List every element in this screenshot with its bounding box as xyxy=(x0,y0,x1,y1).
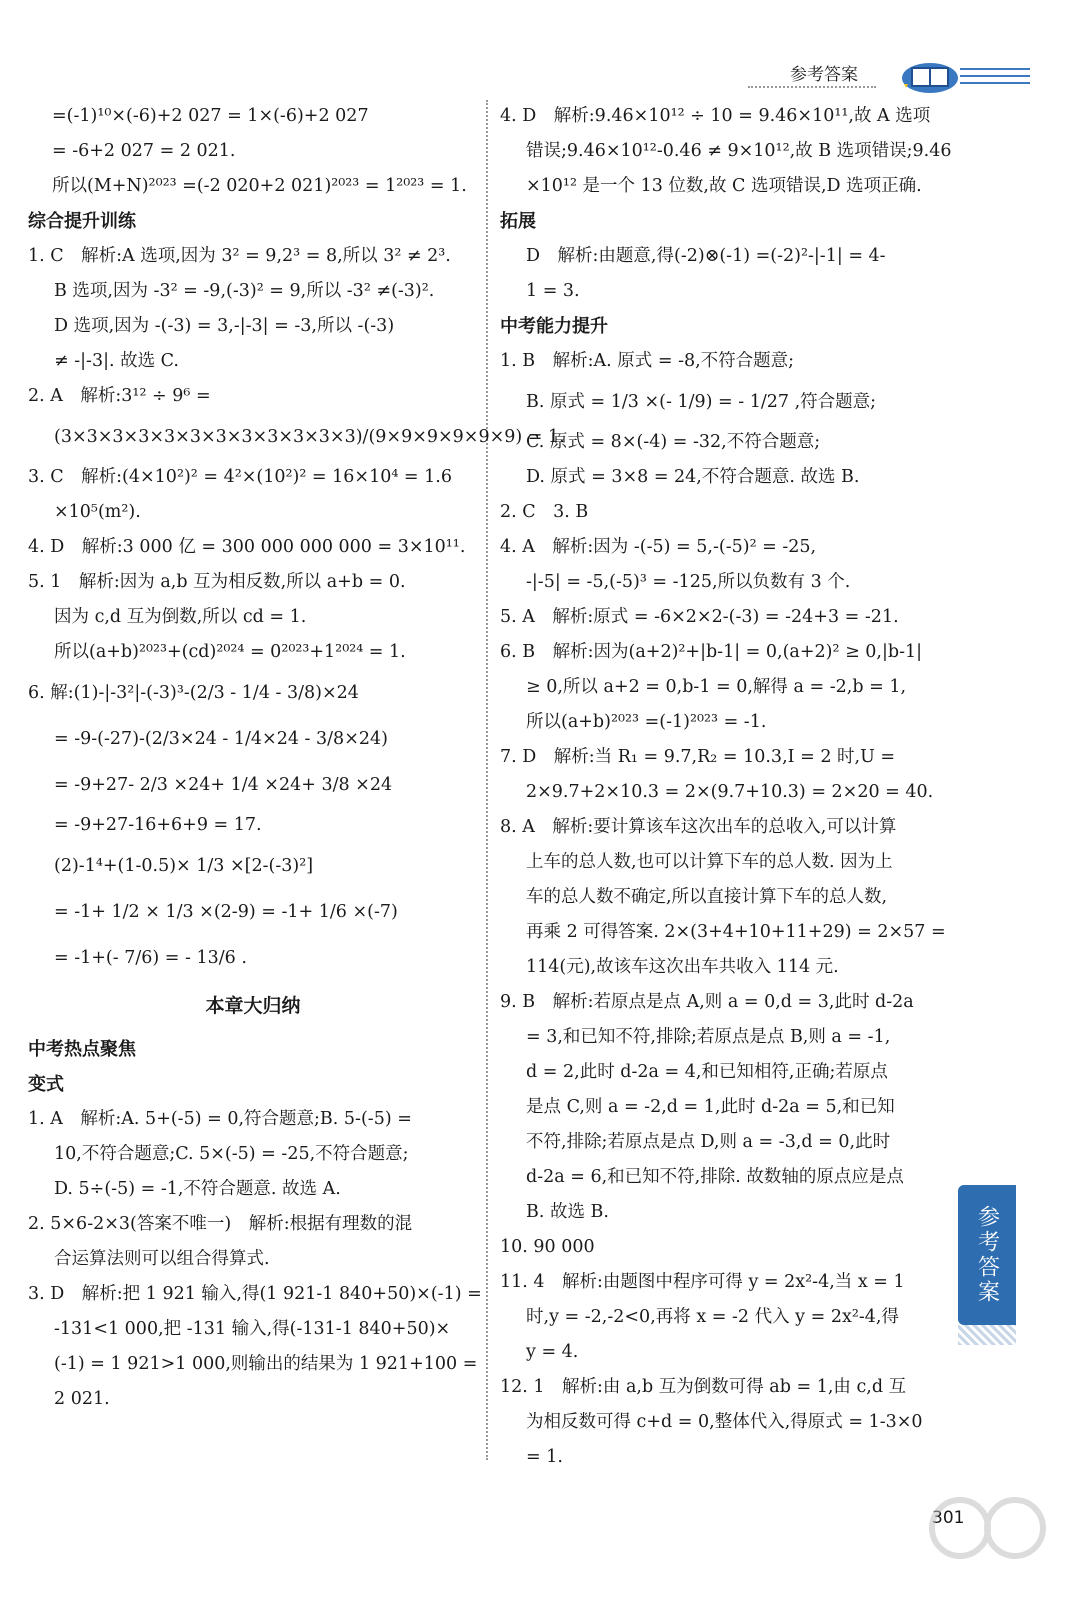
right-line: 10. 90 000 xyxy=(500,1237,595,1257)
left-line: 2. A 解析:3¹² ÷ 9⁶ = xyxy=(28,386,211,406)
left-line: 所以(a+b)²⁰²³+(cd)²⁰²⁴ = 0²⁰²³+1²⁰²⁴ = 1. xyxy=(54,642,406,662)
left-line: = -9+27-16+6+9 = 17. xyxy=(54,815,262,835)
left-line: D. 5÷(-5) = -1,不符合题意. 故选 A. xyxy=(54,1179,341,1199)
right-line: ≥ 0,所以 a+2 = 0,b-1 = 0,解得 a = -2,b = 1, xyxy=(526,677,907,697)
left-line: 1. A 解析:A. 5+(-5) = 0,符合题意;B. 5-(-5) = xyxy=(28,1109,412,1129)
left-line: 中考热点聚焦 xyxy=(28,1039,136,1060)
right-line: 中考能力提升 xyxy=(500,316,608,337)
right-line: 6. B 解析:因为(a+2)²+|b-1| = 0,(a+2)² ≥ 0,|b-1| xyxy=(500,642,923,662)
right-line: 8. A 解析:要计算该车这次出车的总收入,可以计算 xyxy=(500,817,897,837)
right-line: B. 原式 = 1/3 ×(- 1/9) = - 1/27 ,符合题意; xyxy=(526,392,877,412)
left-line: 6. 解:(1)-|-3²|-(-3)³-(2/3 - 1/4 - 3/8)×24 xyxy=(28,683,359,703)
left-line: 所以(M+N)²⁰²³ =(-2 020+2 021)²⁰²³ = 1²⁰²³ = 1. xyxy=(52,176,467,196)
left-line: ≠ -|-3|. 故选 C. xyxy=(54,351,179,371)
right-line: 1. B 解析:A. 原式 = -8,不符合题意; xyxy=(500,351,795,371)
left-line: 本章大归纳 xyxy=(205,995,301,1017)
right-line: = 1. xyxy=(526,1447,563,1467)
right-line: y = 4. xyxy=(526,1342,579,1362)
right-line: 4. A 解析:因为 -(-5) = 5,-(-5)² = -25, xyxy=(500,537,817,557)
left-line: 3. C 解析:(4×10²)² = 4²×(10²)² = 16×10⁴ = 1.6 xyxy=(28,467,452,487)
left-line: 综合提升训练 xyxy=(28,211,136,232)
left-line: = -9-(-27)-(2/3×24 - 1/4×24 - 3/8×24) xyxy=(54,729,388,749)
right-line: D. 原式 = 3×8 = 24,不符合题意. 故选 B. xyxy=(526,467,860,487)
page-number: 301 xyxy=(932,1508,965,1528)
right-line: d-2a = 6,和已知不符,排除. 故数轴的原点应是点 xyxy=(526,1167,904,1187)
right-line: 5. A 解析:原式 = -6×2×2-(-3) = -24+3 = -21. xyxy=(500,607,899,627)
left-line: 1. C 解析:A 选项,因为 3² = 9,2³ = 8,所以 3² ≠ 2³. xyxy=(28,246,451,266)
right-line: 12. 1 解析:由 a,b 互为倒数可得 ab = 1,由 c,d 互 xyxy=(500,1377,907,1397)
right-line: C. 原式 = 8×(-4) = -32,不符合题意; xyxy=(526,432,821,452)
right-column xyxy=(500,99,950,1475)
left-line: = -1+(- 7/6) = - 13/6 . xyxy=(54,948,247,968)
left-line: (2)-1⁴+(1-0.5)× 1/3 ×[2-(-3)²] xyxy=(54,856,314,876)
left-line: 4. D 解析:3 000 亿 = 300 000 000 000 = 3×10¹¹. xyxy=(28,537,466,557)
left-line: D 选项,因为 -(-3) = 3,-|-3| = -3,所以 -(-3) xyxy=(54,316,395,336)
header-stripes xyxy=(960,68,1030,89)
left-line: = -6+2 027 = 2 021. xyxy=(52,141,236,161)
side-tab xyxy=(958,1185,1016,1325)
left-line: = -1+ 1/2 × 1/3 ×(2-9) = -1+ 1/6 ×(-7) xyxy=(54,902,398,922)
right-line: 再乘 2 可得答案. 2×(3+4+10+11+29) = 2×57 = xyxy=(526,922,946,942)
left-line: 5. 1 解析:因为 a,b 互为相反数,所以 a+b = 0. xyxy=(28,572,406,592)
left-line: 10,不符合题意;C. 5×(-5) = -25,不符合题意; xyxy=(54,1144,409,1164)
right-line: 拓展 xyxy=(500,211,536,232)
column-divider xyxy=(486,100,488,1460)
left-line: =(-1)¹⁰×(-6)+2 027 = 1×(-6)+2 027 xyxy=(52,106,369,126)
right-line: 所以(a+b)²⁰²³ =(-1)²⁰²³ = -1. xyxy=(526,712,767,732)
left-line: ×10⁵(m²). xyxy=(54,502,141,522)
right-line: 114(元),故该车这次出车共收入 114 元. xyxy=(526,957,839,977)
right-line: 上车的总人数,也可以计算下车的总人数. 因为上 xyxy=(526,852,893,872)
right-line: 为相反数可得 c+d = 0,整体代入,得原式 = 1-3×0 xyxy=(526,1412,923,1432)
left-line: 2 021. xyxy=(54,1389,110,1409)
right-line: 1 = 3. xyxy=(526,281,580,301)
right-line: 车的总人数不确定,所以直接计算下车的总人数, xyxy=(526,887,888,907)
right-line: 2. C 3. B xyxy=(500,502,589,522)
right-line: = 3,和已知不符,排除;若原点是点 B,则 a = -1, xyxy=(526,1027,891,1047)
right-line: 9. B 解析:若原点是点 A,则 a = 0,d = 3,此时 d-2a xyxy=(500,992,914,1012)
right-line: ×10¹² 是一个 13 位数,故 C 选项错误,D 选项正确. xyxy=(526,176,922,196)
watermark-logo xyxy=(860,1488,1060,1588)
right-line: B. 故选 B. xyxy=(526,1202,609,1222)
left-line: 因为 c,d 互为倒数,所以 cd = 1. xyxy=(54,607,307,627)
right-line: -|-5| = -5,(-5)³ = -125,所以负数有 3 个. xyxy=(526,572,851,592)
left-line: B 选项,因为 -3² = -9,(-3)² = 9,所以 -3² ≠(-3)². xyxy=(54,281,435,301)
left-line: (-1) = 1 921>1 000,则输出的结果为 1 921+100 = xyxy=(54,1354,478,1374)
left-line: -131<1 000,把 -131 输入,得(-131-1 840+50)× xyxy=(54,1319,451,1339)
side-tab-hatch xyxy=(958,1325,1016,1345)
right-line: 2×9.7+2×10.3 = 2×(9.7+10.3) = 2×20 = 40. xyxy=(526,782,934,802)
left-line: 合运算法则可以组合得算式. xyxy=(54,1249,270,1269)
left-line: 3. D 解析:把 1 921 输入,得(1 921-1 840+50)×(-1) = xyxy=(28,1284,482,1304)
left-line: 2. 5×6-2×3(答案不唯一) 解析:根据有理数的混 xyxy=(28,1214,413,1234)
right-line: 7. D 解析:当 R₁ = 9.7,R₂ = 10.3,I = 2 时,U = xyxy=(500,747,896,767)
header-title: 参考答案 xyxy=(790,65,858,85)
header-dotted-rule xyxy=(748,86,876,88)
right-line: 错误;9.46×10¹²-0.46 ≠ 9×10¹²,故 B 选项错误;9.46 xyxy=(526,141,952,161)
left-line: = -9+27- 2/3 ×24+ 1/4 ×24+ 3/8 ×24 xyxy=(54,775,393,795)
right-line: 4. D 解析:9.46×10¹² ÷ 10 = 9.46×10¹¹,故 A 选项 xyxy=(500,106,931,126)
right-line: 时,y = -2,-2<0,再将 x = -2 代入 y = 2x²-4,得 xyxy=(526,1307,899,1327)
right-line: 11. 4 解析:由题图中程序可得 y = 2x²-4,当 x = 1 xyxy=(500,1272,905,1292)
right-line: 是点 C,则 a = -2,d = 1,此时 d-2a = 5,和已知 xyxy=(526,1097,895,1117)
right-line: 不符,排除;若原点是点 D,则 a = -3,d = 0,此时 xyxy=(526,1132,891,1152)
side-tab-label: 参考答案 xyxy=(974,1205,1000,1305)
book-mascot-icon xyxy=(898,54,962,96)
left-line: (3×3×3×3×3×3×3×3×3×3×3×3)/(9×9×9×9×9×9) = 1. xyxy=(54,427,565,447)
left-line: 变式 xyxy=(28,1074,64,1095)
right-line: d = 2,此时 d-2a = 4,和已知相符,正确;若原点 xyxy=(526,1062,888,1082)
right-line: D 解析:由题意,得(-2)⊗(-1) =(-2)²-|-1| = 4- xyxy=(526,246,886,266)
